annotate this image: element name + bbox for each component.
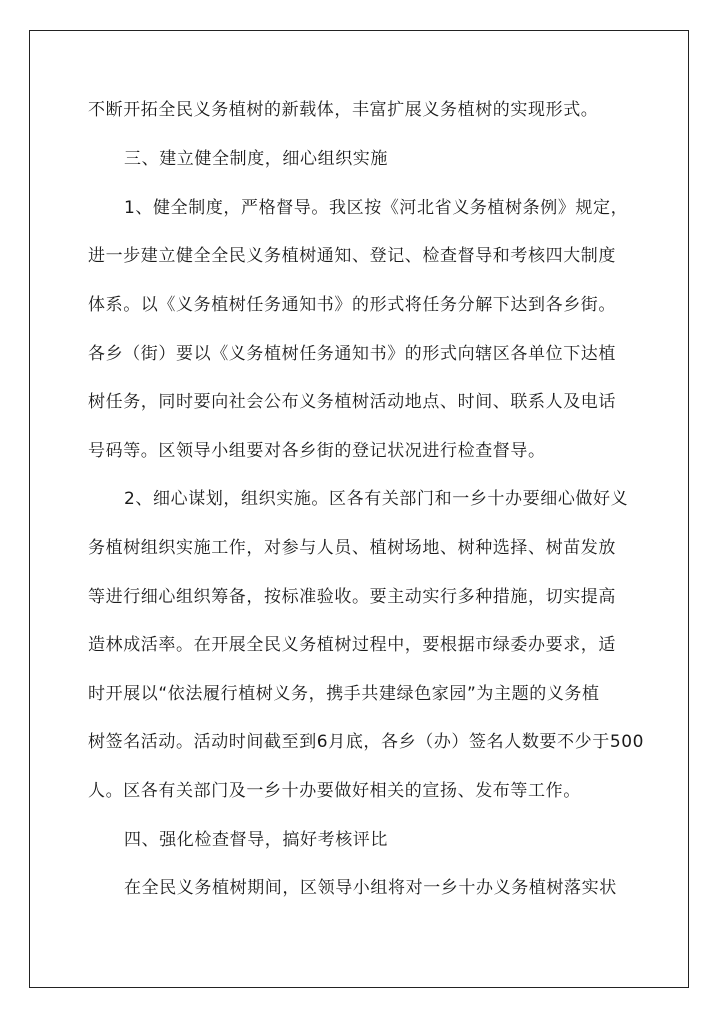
text-line-14: 树签名活动。活动时间截至到6月底，各乡（办）签名人数要不少于500 <box>88 732 645 752</box>
text-line-17: 在全民义务植树期间，区领导小组将对一乡十办义务植树落实状 <box>124 878 617 898</box>
text-line-9: 2、细心谋划，组织实施。区各有关部门和一乡十办要细心做好义 <box>124 489 629 509</box>
text-line-8: 号码等。区领导小组要对各乡街的登记状况进行检查督导。 <box>88 441 546 461</box>
text-line-12: 造林成活率。在开展全民义务植树过程中，要根据市绿委办要求，适 <box>88 635 616 655</box>
section-heading-4: 四、强化检查督导，搞好考核评比 <box>124 830 388 850</box>
text-line-7: 树任务，同时要向社会公布义务植树活动地点、时间、联系人及电话 <box>88 392 616 412</box>
section-heading-3: 三、建立健全制度，细心组织实施 <box>124 149 388 169</box>
text-line-4: 进一步建立健全全民义务植树通知、登记、检查督导和考核四大制度 <box>88 246 616 266</box>
text-line-3: 1、健全制度，严格督导。我区按《河北省义务植树条例》规定， <box>124 198 629 218</box>
text-line-13: 时开展以“依法履行植树义务，携手共建绿色家园”为主题的义务植 <box>88 684 600 704</box>
text-line-1: 不断开拓全民义务植树的新载体，丰富扩展义务植树的实现形式。 <box>88 100 599 120</box>
text-line-6: 各乡（街）要以《义务植树任务通知书》的形式向辖区各单位下达植 <box>88 344 616 364</box>
text-line-15: 人。区各有关部门及一乡十办要做好相关的宣扬、发布等工作。 <box>88 781 581 801</box>
text-line-11: 等进行细心组织筹备，按标准验收。要主动实行多种措施，切实提高 <box>88 587 616 607</box>
text-line-5: 体系。以《义务植树任务通知书》的形式将任务分解下达到各乡街。 <box>88 295 616 315</box>
text-line-10: 务植树组织实施工作，对参与人员、植树场地、树种选择、树苗发放 <box>88 538 616 558</box>
